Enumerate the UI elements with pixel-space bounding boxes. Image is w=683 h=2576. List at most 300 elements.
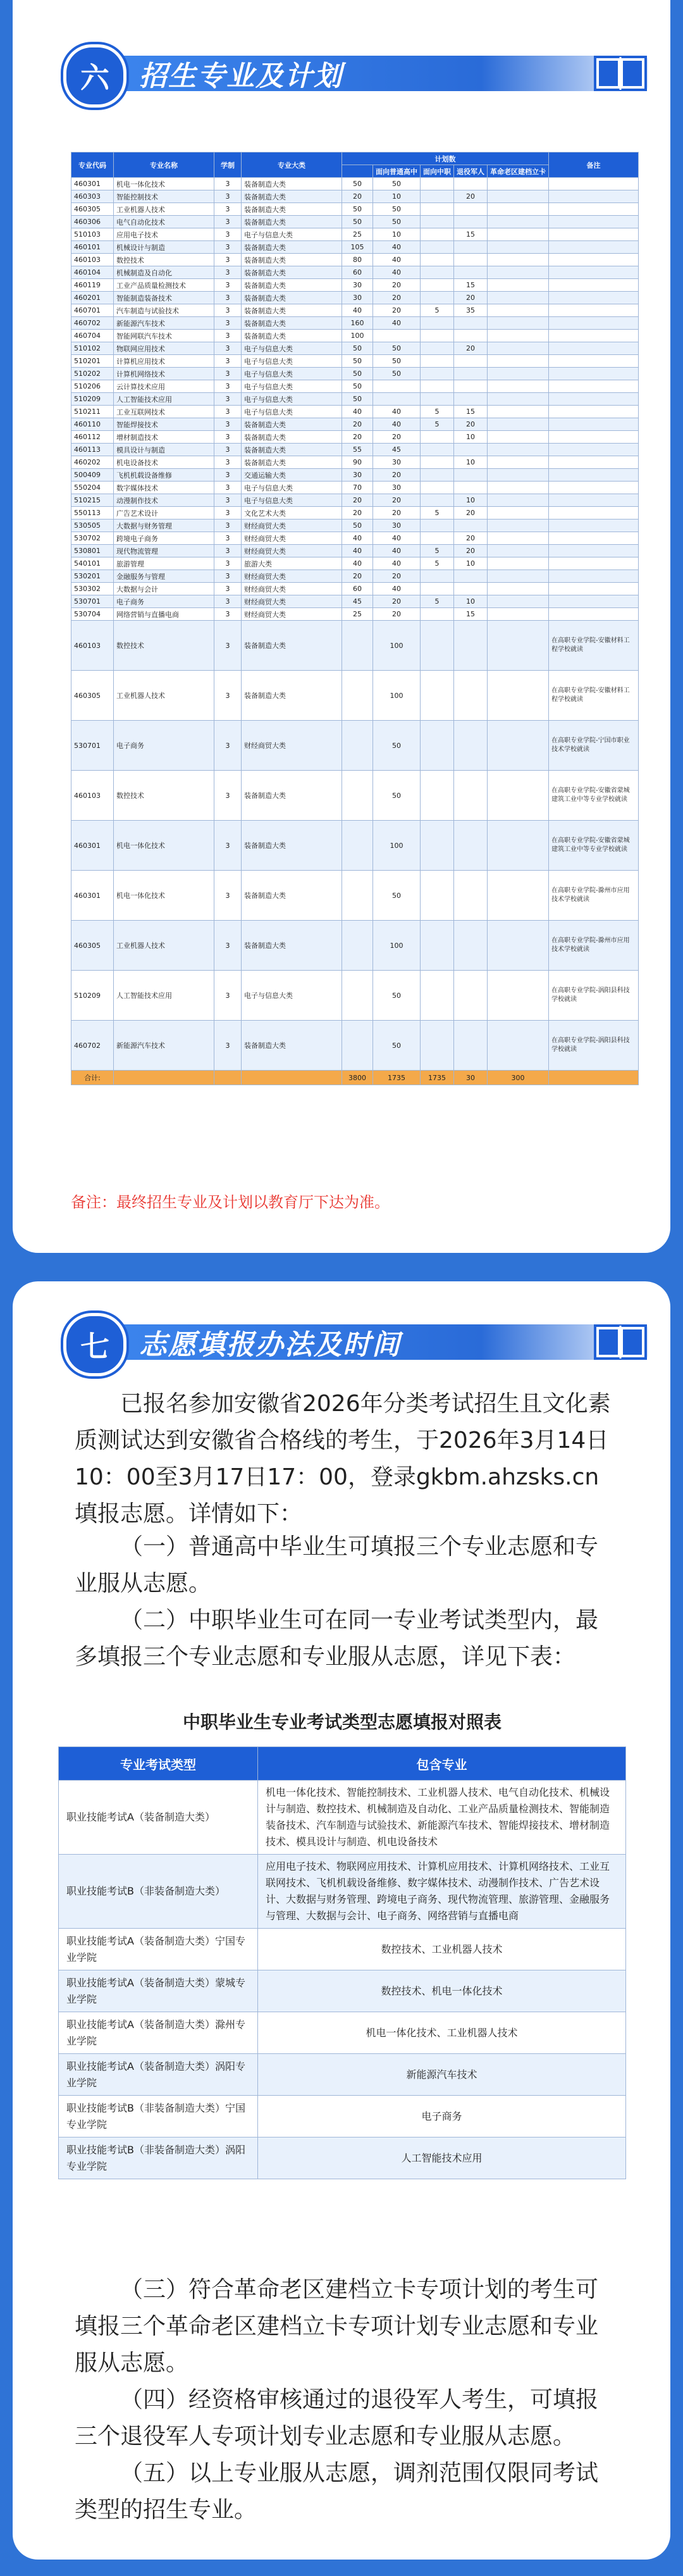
table-row <box>71 494 639 507</box>
table-cell: 460119 <box>71 279 114 292</box>
table-cell: 530505 <box>71 520 114 532</box>
table-cell: 20 <box>454 190 488 203</box>
table-cell: 电子与信息大类 <box>242 355 342 368</box>
table-cell <box>549 190 639 203</box>
table-cell: 460305 <box>71 203 114 216</box>
table-cell: 30 <box>373 520 421 532</box>
table-row <box>71 532 639 545</box>
map-major-cell: 机电一体化技术、工业机器人技术 <box>258 2012 626 2054</box>
table-cell: 50 <box>342 216 373 228</box>
table-cell <box>421 355 454 368</box>
table-row <box>71 557 639 570</box>
table-cell: 10 <box>373 228 421 241</box>
table-cell: 数控技术 <box>114 621 214 671</box>
table-cell: 5 <box>421 418 454 431</box>
table-cell: 5 <box>421 406 454 418</box>
table-cell: 新能源汽车技术 <box>114 317 214 330</box>
table-cell <box>488 545 549 557</box>
total-cell: 30 <box>454 1071 488 1085</box>
map-row <box>59 1781 626 1855</box>
table-cell <box>488 317 549 330</box>
table-cell: 550113 <box>71 507 114 520</box>
table-cell: 40 <box>373 418 421 431</box>
table-cell: 460113 <box>71 444 114 456</box>
table-cell: 财经商贸大类 <box>242 583 342 595</box>
total-cell: 合计: <box>71 1071 114 1085</box>
table-cell: 40 <box>373 241 421 254</box>
table-cell: 大数据与财务管理 <box>114 520 214 532</box>
total-cell: 300 <box>488 1071 549 1085</box>
table-cell: 机电设备技术 <box>114 456 214 469</box>
table-row <box>71 368 639 380</box>
section-title: 招生专业及计划 <box>139 60 343 92</box>
col-plan-total <box>342 165 373 178</box>
table-cell: 460104 <box>71 266 114 279</box>
table-row <box>71 520 639 532</box>
table-cell: 金融服务与管理 <box>114 570 214 583</box>
table-cell: 40 <box>373 583 421 595</box>
table-cell: 460103 <box>71 254 114 266</box>
table-cell <box>421 532 454 545</box>
map-row <box>59 1929 626 1970</box>
table-cell: 50 <box>342 342 373 355</box>
table-cell: 50 <box>342 178 373 190</box>
table-cell: 电子商务 <box>114 721 214 771</box>
table-cell: 增材制造技术 <box>114 431 214 444</box>
table-row <box>71 266 639 279</box>
table-cell: 文化艺术大类 <box>242 507 342 520</box>
table-cell: 55 <box>342 444 373 456</box>
map-major-cell: 数控技术、工业机器人技术 <box>258 1929 626 1970</box>
table-cell <box>549 482 639 494</box>
table-cell: 20 <box>342 570 373 583</box>
table-cell: 500409 <box>71 469 114 482</box>
table-cell <box>488 494 549 507</box>
table-cell: 510202 <box>71 368 114 380</box>
table-cell: 3 <box>214 482 242 494</box>
total-cell <box>242 1071 342 1085</box>
table-cell <box>488 1021 549 1071</box>
map-major-cell: 新能源汽车技术 <box>258 2054 626 2096</box>
table-cell <box>421 292 454 304</box>
table-row <box>71 241 639 254</box>
section6-header <box>44 44 651 101</box>
map-type-cell: 职业技能考试A（装备制造大类）滁州专业学院 <box>59 2012 258 2054</box>
section-title: 志愿填报办法及时间 <box>139 1329 401 1361</box>
table-cell: 在高职专业学院-安徽省蒙城建筑工业中等专业学校就读 <box>549 821 639 871</box>
book-icon <box>593 1319 648 1364</box>
col-revolution: 革命老区建档立卡 <box>488 165 549 178</box>
table-cell: 3 <box>214 621 242 671</box>
table-cell: 10 <box>454 431 488 444</box>
table-cell: 20 <box>373 304 421 317</box>
table-cell: 装备制造大类 <box>242 216 342 228</box>
table-cell: 50 <box>342 203 373 216</box>
table-cell <box>454 570 488 583</box>
table-cell <box>549 254 639 266</box>
table-cell <box>549 330 639 342</box>
table-cell: 3 <box>214 178 242 190</box>
table-cell: 20 <box>454 545 488 557</box>
table-cell: 装备制造大类 <box>242 1021 342 1071</box>
table-cell <box>421 317 454 330</box>
table-cell: 20 <box>454 292 488 304</box>
table-cell <box>421 279 454 292</box>
col-name: 专业名称 <box>114 152 214 178</box>
table-cell: 50 <box>373 368 421 380</box>
table-cell: 460201 <box>71 292 114 304</box>
table-cell: 50 <box>373 203 421 216</box>
table-cell: 财经商贸大类 <box>242 721 342 771</box>
table-cell: 动漫制作技术 <box>114 494 214 507</box>
table-cell: 50 <box>373 178 421 190</box>
table-cell: 广告艺术设计 <box>114 507 214 520</box>
table-cell: 15 <box>454 608 488 621</box>
table-cell: 电子与信息大类 <box>242 380 342 393</box>
table-row <box>71 190 639 203</box>
table-cell <box>421 178 454 190</box>
table-cell: 530704 <box>71 608 114 621</box>
table-row <box>71 342 639 355</box>
table-cell <box>421 482 454 494</box>
table-row <box>71 821 639 871</box>
table-cell: 3 <box>214 292 242 304</box>
table-cell: 20 <box>454 507 488 520</box>
table-cell <box>454 1021 488 1071</box>
table-cell: 35 <box>454 304 488 317</box>
map-type-cell: 职业技能考试A（装备制造大类）蒙城专业学院 <box>59 1970 258 2012</box>
table-row <box>71 771 639 821</box>
table-cell <box>342 771 373 821</box>
table-cell <box>488 292 549 304</box>
table-row <box>71 971 639 1021</box>
table-cell: 3 <box>214 671 242 721</box>
table-row <box>71 254 639 266</box>
table-cell: 30 <box>342 292 373 304</box>
table-cell: 530201 <box>71 570 114 583</box>
table-cell <box>549 380 639 393</box>
map-major-cell: 电子商务 <box>258 2096 626 2137</box>
table-cell <box>488 228 549 241</box>
table-row <box>71 216 639 228</box>
table-cell <box>421 621 454 671</box>
table-cell: 3 <box>214 393 242 406</box>
table-cell: 物联网应用技术 <box>114 342 214 355</box>
table-cell <box>488 190 549 203</box>
table-cell: 3 <box>214 241 242 254</box>
table-cell: 460301 <box>71 178 114 190</box>
table-cell: 3 <box>214 532 242 545</box>
table-cell: 云计算技术应用 <box>114 380 214 393</box>
col-veteran: 退役军人 <box>454 165 488 178</box>
map-table-body <box>59 1781 626 2179</box>
table-cell <box>421 203 454 216</box>
paragraph-highschool: （一）普通高中毕业生可填报三个专业志愿和专业服从志愿。 <box>75 1534 599 1596</box>
table-cell <box>454 583 488 595</box>
total-cell <box>114 1071 214 1085</box>
table-cell: 在高职专业学院-涡阳县科技学校就读 <box>549 1021 639 1071</box>
table-cell: 在高职专业学院-安徽材料工程学校就读 <box>549 621 639 671</box>
table-cell: 50 <box>373 871 421 921</box>
table-row <box>71 921 639 971</box>
paragraph-intro: 已报名参加安徽省2026年分类考试招生且文化素质测试达到安徽省合格线的考生，于2026年3月14日10：00至3月17日17：00，登录gkbm.ahzsks.cn填报志愿。详情如下： <box>75 1391 611 1527</box>
table-cell <box>488 368 549 380</box>
table-cell: 电子与信息大类 <box>242 228 342 241</box>
map-row <box>59 2012 626 2054</box>
table-cell: 3 <box>214 507 242 520</box>
table-cell <box>421 821 454 871</box>
table-cell: 人工智能技术应用 <box>114 971 214 1021</box>
table-cell <box>549 203 639 216</box>
table-cell: 数控技术 <box>114 771 214 821</box>
table-cell <box>549 304 639 317</box>
table-cell: 40 <box>342 304 373 317</box>
table-cell: 装备制造大类 <box>242 418 342 431</box>
table-cell: 20 <box>373 279 421 292</box>
table-cell: 20 <box>373 469 421 482</box>
table-cell <box>421 671 454 721</box>
table-cell: 80 <box>342 254 373 266</box>
table-cell <box>549 557 639 570</box>
table-cell: 40 <box>342 532 373 545</box>
table-cell: 装备制造大类 <box>242 292 342 304</box>
table-cell: 现代物流管理 <box>114 545 214 557</box>
table-cell: 3 <box>214 595 242 608</box>
table-cell: 装备制造大类 <box>242 921 342 971</box>
table-row <box>71 570 639 583</box>
map-row <box>59 1970 626 2012</box>
table-cell: 机电一体化技术 <box>114 178 214 190</box>
table-cell: 510102 <box>71 342 114 355</box>
table-cell: 电子商务 <box>114 595 214 608</box>
table-cell <box>454 330 488 342</box>
table-cell: 装备制造大类 <box>242 203 342 216</box>
table-cell <box>488 771 549 821</box>
table-cell: 3 <box>214 418 242 431</box>
table-cell <box>421 1021 454 1071</box>
table-cell: 160 <box>342 317 373 330</box>
table-cell <box>488 178 549 190</box>
table-row <box>71 595 639 608</box>
table-cell: 跨境电子商务 <box>114 532 214 545</box>
table-cell <box>421 721 454 771</box>
table-cell: 智能控制技术 <box>114 190 214 203</box>
total-cell <box>549 1071 639 1085</box>
table-cell: 460702 <box>71 1021 114 1071</box>
table-cell <box>421 190 454 203</box>
table-cell: 3 <box>214 821 242 871</box>
table-cell: 旅游大类 <box>242 557 342 570</box>
table-cell: 新能源汽车技术 <box>114 1021 214 1071</box>
table-cell: 计算机应用技术 <box>114 355 214 368</box>
table-cell: 装备制造大类 <box>242 266 342 279</box>
table-cell: 汽车制造与试验技术 <box>114 304 214 317</box>
table-cell <box>454 821 488 871</box>
table-cell: 20 <box>373 292 421 304</box>
table-cell: 在高职专业学院-涡阳县科技学校就读 <box>549 971 639 1021</box>
table-cell: 3 <box>214 342 242 355</box>
paragraph-veteran: （四）经资格审核通过的退役军人考生，可填报三个退役军人专项计划专业志愿和专业服从志愿。 <box>75 2387 599 2449</box>
table-cell: 25 <box>342 608 373 621</box>
table-cell <box>373 380 421 393</box>
table-cell: 交通运输大类 <box>242 469 342 482</box>
table-cell: 电子与信息大类 <box>242 494 342 507</box>
table-cell <box>421 431 454 444</box>
table-cell: 3 <box>214 971 242 1021</box>
table-cell: 财经商贸大类 <box>242 570 342 583</box>
table-cell: 3 <box>214 190 242 203</box>
table-cell: 10 <box>454 557 488 570</box>
table-row <box>71 279 639 292</box>
table-cell <box>421 469 454 482</box>
table-cell: 装备制造大类 <box>242 279 342 292</box>
table-cell: 510201 <box>71 355 114 368</box>
table-row <box>71 228 639 241</box>
table-cell <box>454 871 488 921</box>
table-cell: 3 <box>214 494 242 507</box>
table-cell: 计算机网络技术 <box>114 368 214 380</box>
table-row <box>71 355 639 368</box>
table-cell <box>454 355 488 368</box>
table-cell: 装备制造大类 <box>242 317 342 330</box>
table-cell <box>421 494 454 507</box>
table-cell: 3 <box>214 406 242 418</box>
table-cell: 40 <box>373 317 421 330</box>
table-cell: 530701 <box>71 721 114 771</box>
table-cell: 10 <box>454 494 488 507</box>
table-row <box>71 330 639 342</box>
table-cell <box>549 469 639 482</box>
table-cell: 旅游管理 <box>114 557 214 570</box>
table-cell: 40 <box>373 557 421 570</box>
map-table-title: 中职毕业生专业考试类型志愿填报对照表 <box>182 1712 501 1733</box>
table-cell: 20 <box>342 507 373 520</box>
map-major-cell: 机电一体化技术、智能控制技术、工业机器人技术、电气自动化技术、机械设计与制造、数控技术、机械制造及自动化、工业产品质量检测技术、智能制造装备技术、汽车制造与试验技术、新能源汽车技术、智能焊接技术、增材制造技术、模具设计与制造、机电设备技术 <box>258 1781 626 1855</box>
table-cell: 40 <box>342 545 373 557</box>
table-cell <box>549 279 639 292</box>
table-cell: 100 <box>373 621 421 671</box>
table-cell: 工业机器人技术 <box>114 671 214 721</box>
table-cell <box>549 520 639 532</box>
table-cell <box>421 266 454 279</box>
table-cell <box>488 254 549 266</box>
table-cell: 3 <box>214 557 242 570</box>
table-cell <box>454 266 488 279</box>
table-cell <box>488 583 549 595</box>
table-cell: 3 <box>214 330 242 342</box>
table-cell: 3 <box>214 266 242 279</box>
table-cell: 530801 <box>71 545 114 557</box>
table-cell: 飞机机载设备维修 <box>114 469 214 482</box>
table-cell <box>342 971 373 1021</box>
table-cell <box>421 583 454 595</box>
map-type-cell: 职业技能考试B（非装备制造大类） <box>59 1855 258 1929</box>
table-cell: 装备制造大类 <box>242 771 342 821</box>
table-cell: 460301 <box>71 821 114 871</box>
col-category: 专业大类 <box>242 152 342 178</box>
table-row <box>71 178 639 190</box>
table-cell <box>488 406 549 418</box>
map-row <box>59 1855 626 1929</box>
table-cell <box>488 469 549 482</box>
table-cell <box>488 532 549 545</box>
table-cell: 530302 <box>71 583 114 595</box>
map-row <box>59 2137 626 2179</box>
table-cell <box>488 456 549 469</box>
table-cell <box>488 216 549 228</box>
table-cell <box>488 821 549 871</box>
table-cell: 在高职专业学院-安徽材料工程学校就读 <box>549 671 639 721</box>
table-cell: 100 <box>373 821 421 871</box>
table-cell <box>421 570 454 583</box>
table-cell <box>549 570 639 583</box>
table-cell: 装备制造大类 <box>242 431 342 444</box>
table-cell: 10 <box>454 456 488 469</box>
table-cell: 3 <box>214 228 242 241</box>
table-cell: 460303 <box>71 190 114 203</box>
table-cell <box>549 608 639 621</box>
table-cell: 20 <box>342 418 373 431</box>
table-cell: 20 <box>454 342 488 355</box>
table-cell: 460306 <box>71 216 114 228</box>
total-cell: 3800 <box>342 1071 373 1085</box>
table-cell <box>549 228 639 241</box>
table-row <box>71 431 639 444</box>
table-cell: 20 <box>373 431 421 444</box>
table-cell: 大数据与会计 <box>114 583 214 595</box>
table-cell: 装备制造大类 <box>242 330 342 342</box>
table-cell <box>549 532 639 545</box>
table-cell <box>373 330 421 342</box>
table-cell <box>488 203 549 216</box>
table-cell: 50 <box>373 1021 421 1071</box>
table-cell <box>488 241 549 254</box>
table-cell: 20 <box>373 494 421 507</box>
table-cell: 电子与信息大类 <box>242 482 342 494</box>
table-cell: 工业互联网技术 <box>114 406 214 418</box>
table-cell <box>421 444 454 456</box>
table-cell <box>549 393 639 406</box>
plan-table-body <box>71 178 639 1085</box>
table-cell: 工业机器人技术 <box>114 203 214 216</box>
table-row <box>71 583 639 595</box>
table-cell: 50 <box>373 971 421 1021</box>
table-cell <box>421 380 454 393</box>
table-row <box>71 482 639 494</box>
table-cell: 5 <box>421 557 454 570</box>
table-cell: 50 <box>342 380 373 393</box>
table-cell <box>549 507 639 520</box>
table-cell: 电子与信息大类 <box>242 342 342 355</box>
map-col-type: 专业考试类型 <box>59 1747 258 1781</box>
table-cell: 40 <box>373 545 421 557</box>
table-cell: 在高职专业学院-滁州市应用技术学校就读 <box>549 921 639 971</box>
table-row <box>71 545 639 557</box>
table-cell: 460701 <box>71 304 114 317</box>
table-cell: 460110 <box>71 418 114 431</box>
table-cell <box>454 971 488 1021</box>
table-cell: 30 <box>373 482 421 494</box>
table-cell <box>488 721 549 771</box>
table-cell: 3 <box>214 771 242 821</box>
table-row <box>71 621 639 671</box>
table-cell: 电子与信息大类 <box>242 406 342 418</box>
table-cell <box>421 921 454 971</box>
table-cell <box>549 355 639 368</box>
table-cell <box>549 368 639 380</box>
table-cell <box>342 721 373 771</box>
table-cell <box>454 482 488 494</box>
